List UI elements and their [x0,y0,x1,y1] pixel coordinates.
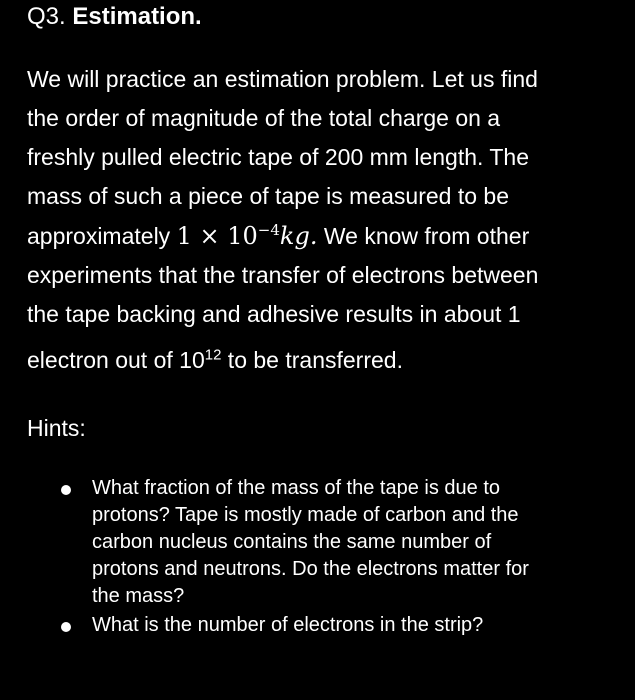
times-symbol: × [199,222,220,250]
mass-unit: kg. [279,222,318,250]
hint-1-line-1: What fraction of the mass of the tape is due to [92,477,500,499]
body-line-5-pre: approximately [27,223,177,249]
hint-1-line-4: protons and neutrons. Do the electrons matter for [92,558,529,580]
hint-1-line-5: the mass? [92,585,185,607]
hints-label: Hints: [27,415,86,441]
hint-2-line-1: What is the number of electrons in the strip? [92,614,484,636]
hint-1-line-3: carbon nucleus contains the same number of [92,531,492,553]
body-line-8 [27,342,627,378]
mass-expression [177,222,318,250]
question-number: Q3. [27,3,66,30]
body-line-8-post: to be transferred. [221,347,403,373]
body-line-3: freshly pulled electric tape of 200 mm length. The [27,144,530,170]
body-line-6: experiments that the transfer of electrons between [27,262,539,288]
mass-coefficient: 1 [176,222,192,250]
hint-1-line-2: protons? Tape is mostly made of carbon and the [92,504,519,526]
bullet-icon [61,622,71,632]
body-line-1: We will practice an estimation problem. Let us find [27,66,538,92]
body-line-4: mass of such a piece of tape is measured to be [27,183,509,209]
mass-base: 10 [227,222,258,250]
body-line-8-pre: electron out of 10 [27,347,205,373]
body-line-2: the order of magnitude of the total charge on a [27,105,501,131]
question-heading [27,2,202,32]
body-line-5 [27,218,627,254]
body-line-7: the tape backing and adhesive results in about 1 [27,301,521,327]
body-line-5-post: We know from other [317,223,530,249]
mass-exponent: −4 [257,221,280,239]
question-title: Estimation. [72,3,202,30]
bullet-icon [61,485,71,495]
body-line-8-exponent: 12 [204,346,222,364]
